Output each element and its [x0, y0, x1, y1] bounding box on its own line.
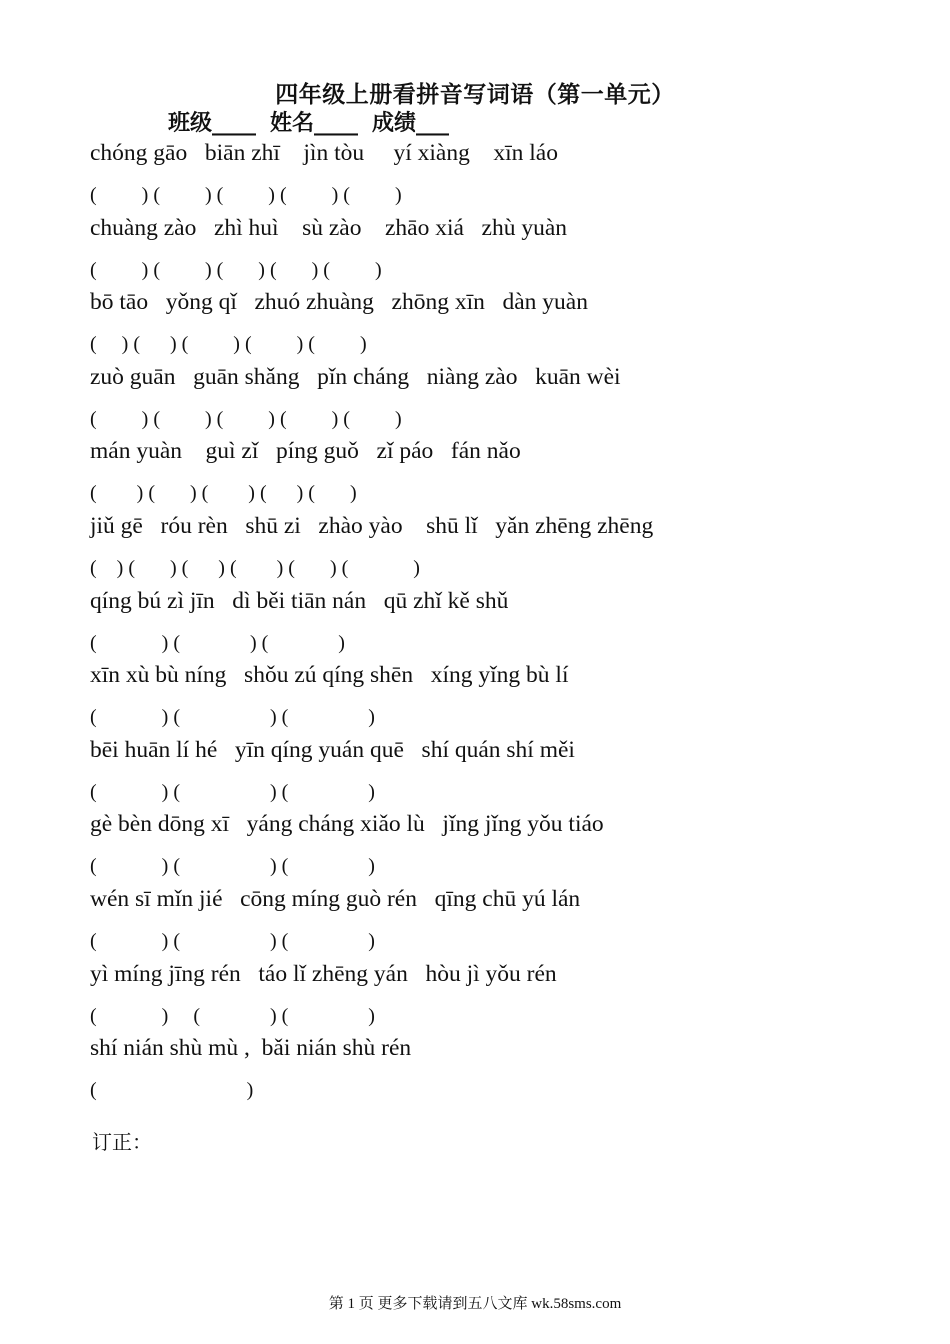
exercise-row-7 — [90, 586, 930, 661]
answer-brackets: ( ) ( ) ( ) — [90, 780, 375, 803]
pinyin-line: gè bèn dōng xī yáng cháng xiǎo lù jǐng jǐng yǒu tiáo — [90, 811, 604, 838]
answer-brackets: ( ) ( ) ( ) ( ) ( ) — [90, 258, 382, 281]
pinyin-line: jiǔ gē róu rèn shū zi zhào yào shū lǐ yǎn zhēng zhēng — [90, 512, 654, 539]
pinyin-line: yì míng jīng rén táo lǐ zhēng yán hòu jì yǒu rén — [90, 960, 557, 987]
pinyin-line: xīn xù bù níng shǒu zú qíng shēn xíng yǐng bù lí — [90, 662, 569, 689]
exercise-row-12 — [90, 959, 930, 1034]
answer-brackets: ( ) ( ) ( ) — [90, 1004, 375, 1027]
exercise-row-11 — [90, 884, 930, 959]
exercise-row-3 — [90, 287, 930, 362]
answer-brackets: ( ) ( ) ( ) — [90, 855, 375, 878]
answer-brackets: ( ) ( ) ( ) ( ) ( ) — [90, 184, 402, 206]
answer-brackets: ( ) ( ) ( ) ( ) ( ) — [90, 407, 402, 430]
correction-label: 订正： — [92, 1130, 152, 1154]
pinyin-line: bō tāo yǒng qǐ zhuó zhuàng zhōng xīn dàn yuàn — [90, 289, 588, 316]
answer-brackets: ( ) ( ) ( ) — [90, 929, 375, 952]
exercise-row-10 — [90, 809, 930, 884]
class-label: 班级____ — [168, 111, 257, 136]
answer-brackets: ( ) — [90, 1079, 254, 1102]
exercise-list — [90, 138, 930, 1108]
pinyin-line: chuàng zào zhì huì sù zào zhāo xiá zhù yuàn — [90, 214, 568, 241]
answer-brackets: ( ) ( ) ( ) ( ) ( ) ( ) — [90, 556, 420, 579]
exercise-row-2 — [90, 213, 930, 288]
answer-brackets: ( ) ( ) ( ) ( ) ( ) — [90, 333, 367, 356]
score-label: 成绩___ — [372, 111, 450, 136]
pinyin-line: mán yuàn guì zǐ píng guǒ zǐ páo fán nǎo — [90, 438, 521, 465]
exercise-row-5 — [90, 436, 930, 511]
answer-brackets: ( ) ( ) ( ) ( ) ( ) — [90, 482, 357, 505]
exercise-row-8 — [90, 660, 930, 735]
name-label: 姓名____ — [270, 111, 359, 136]
page-title: 四年级上册看拼音写词语（第一单元） — [275, 82, 675, 108]
pinyin-line: chóng gāo biān zhī jìn tòu yí xiàng xīn láo — [90, 140, 558, 166]
exercise-row-6 — [90, 511, 930, 586]
pinyin-line: shí nián shù mù , bǎi nián shù rén — [90, 1035, 412, 1062]
pinyin-line: zuò guān guān shǎng pǐn cháng niàng zào kuān wèi — [90, 363, 621, 390]
pinyin-line: qíng bú zì jīn dì běi tiān nán qū zhǐ kě shǔ — [90, 587, 509, 614]
exercise-row-9 — [90, 735, 930, 810]
pinyin-line: wén sī mǐn jié cōng míng guò rén qīng chū yú lán — [90, 885, 581, 912]
exercise-row-4 — [90, 362, 930, 437]
exercise-row-13 — [90, 1033, 930, 1108]
pinyin-line: bēi huān lí hé yīn qíng yuán quē shí quán shí měi — [90, 736, 575, 763]
student-info-line — [168, 106, 463, 137]
answer-brackets: ( ) ( ) ( ) — [90, 631, 345, 654]
answer-brackets: ( ) ( ) ( ) — [90, 706, 375, 729]
page-footer: 第 1 页 更多下载请到五八文库 wk.58sms.com — [328, 1296, 622, 1312]
exercise-row-1 — [90, 138, 930, 213]
